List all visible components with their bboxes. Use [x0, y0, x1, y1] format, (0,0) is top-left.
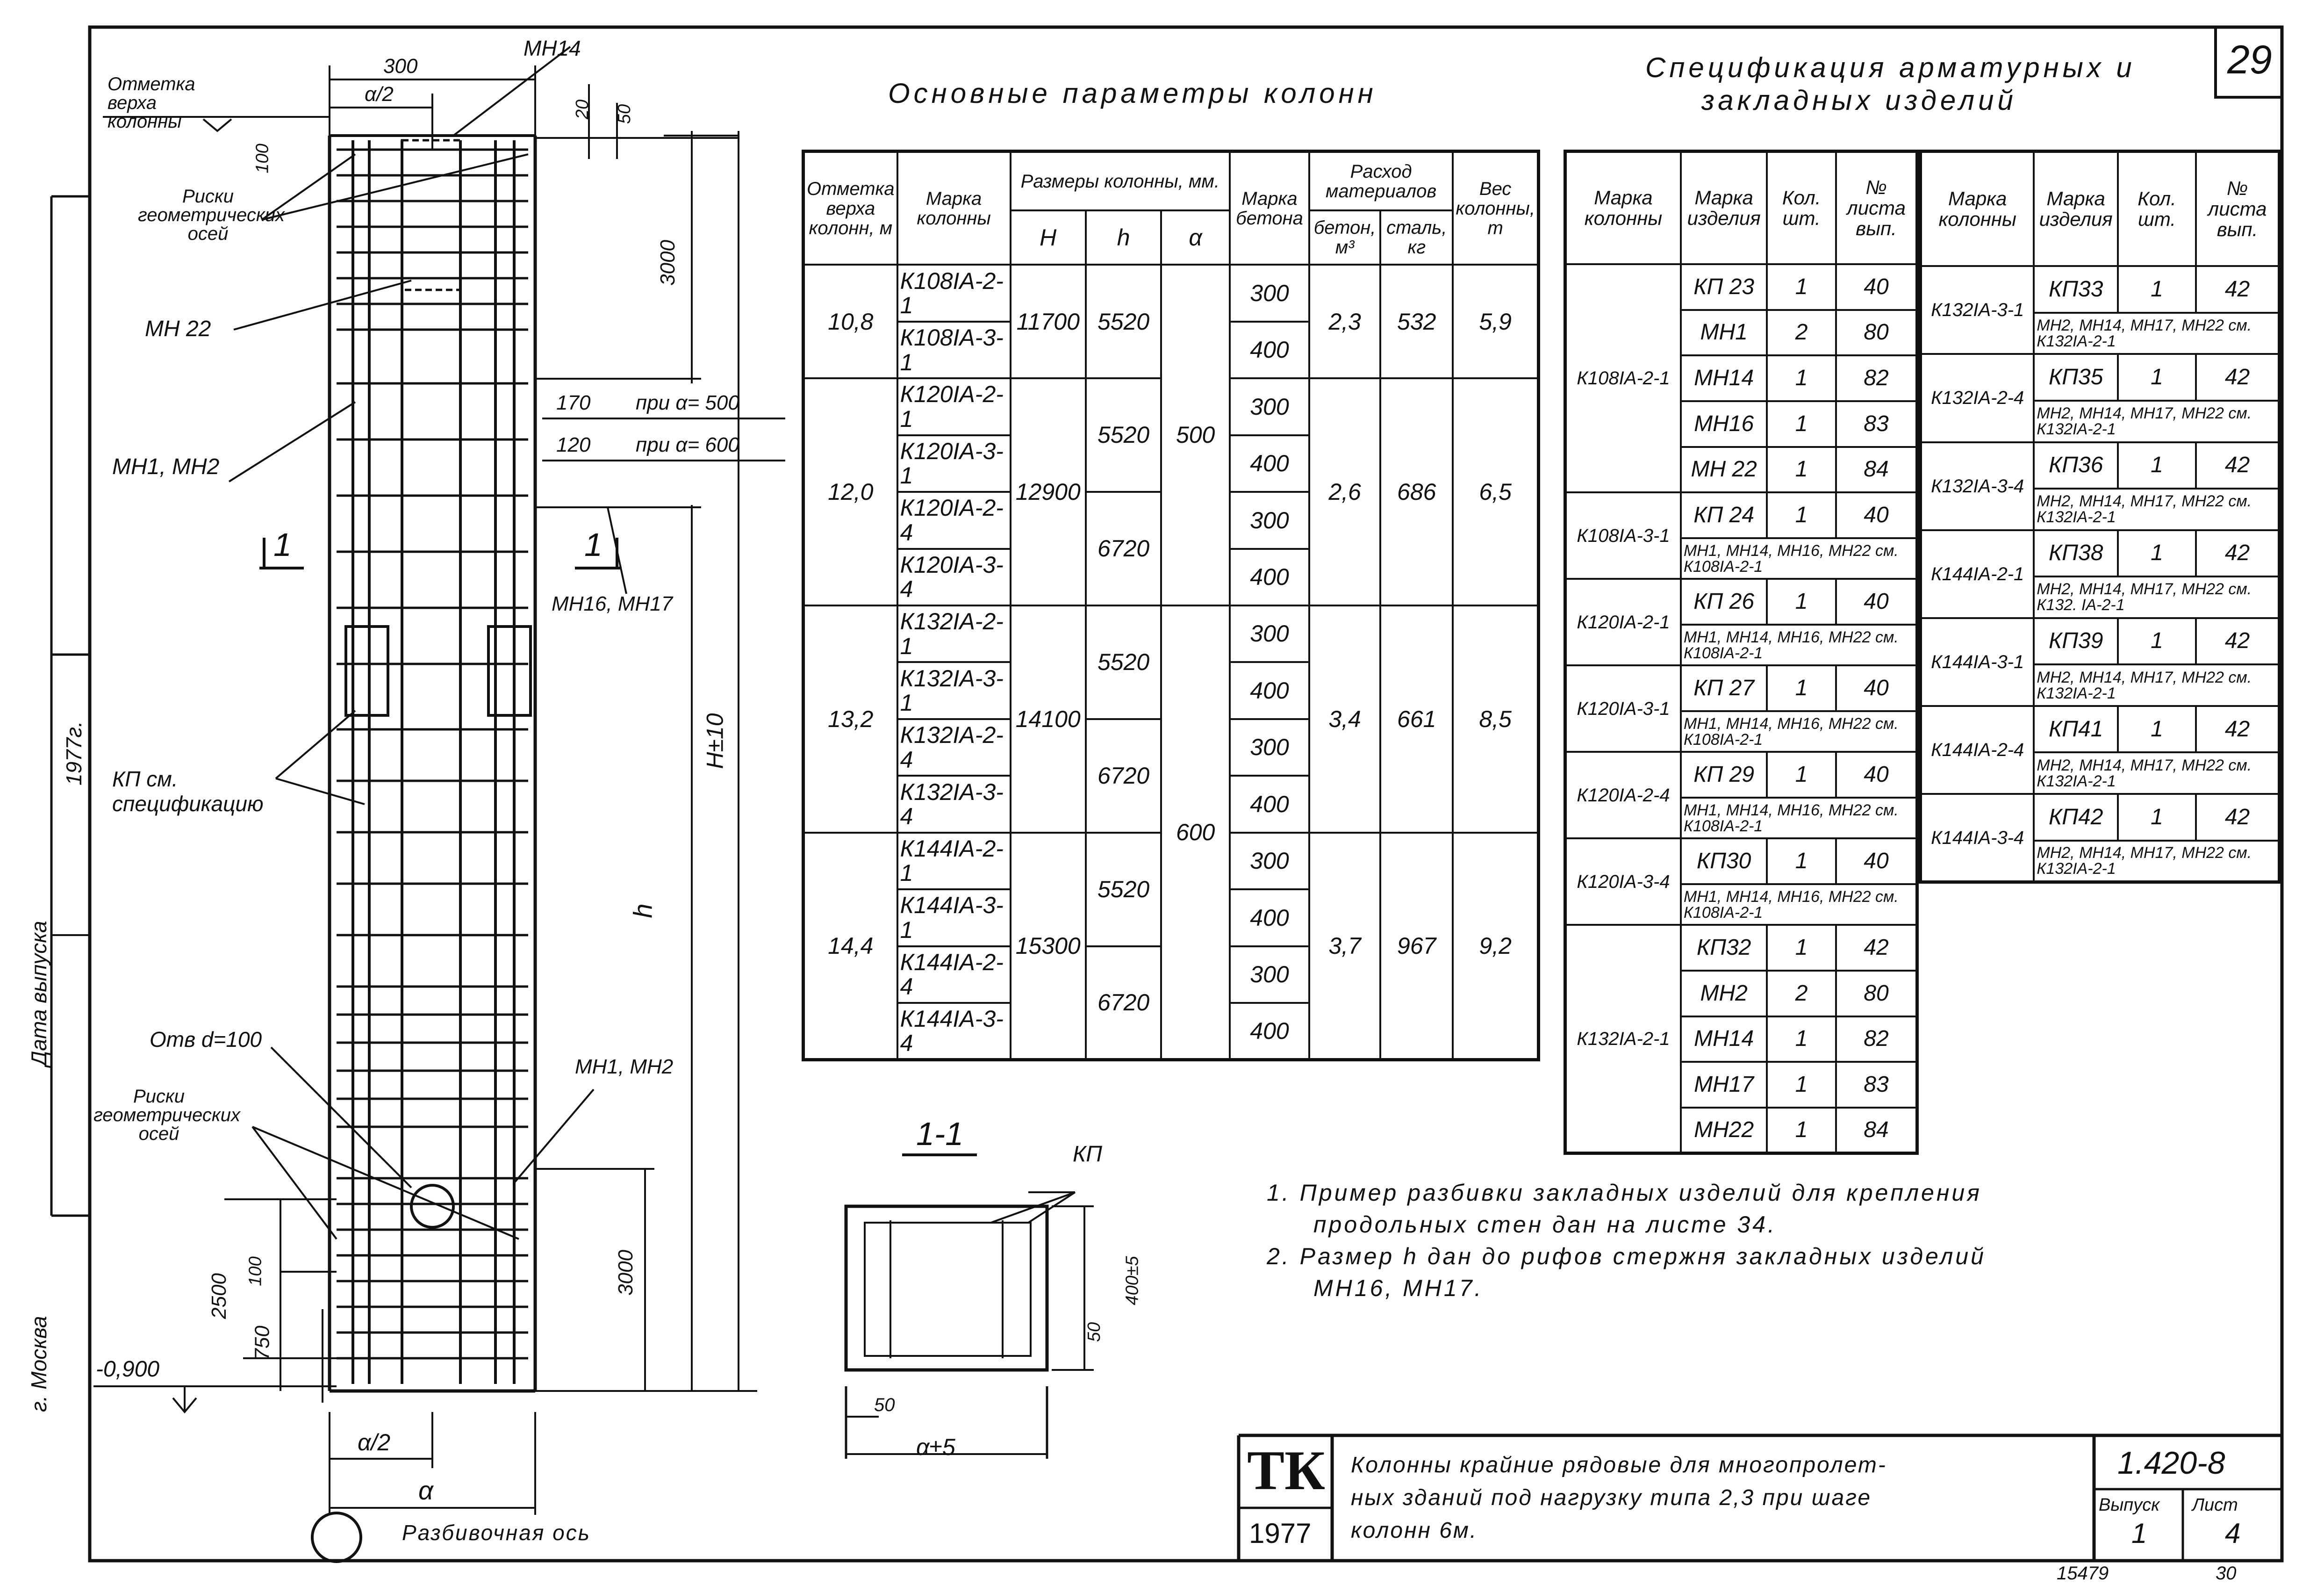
cell-H: 12900 [1011, 378, 1086, 605]
cell-item: МН22 [1681, 1108, 1767, 1153]
cell-mark: К120IА-3-4 [897, 549, 1011, 605]
spec-header-row [1921, 151, 2280, 267]
label-mn16-mn17: МН16, МН17 [552, 592, 673, 615]
cell-elev: 13,2 [803, 605, 897, 833]
params-header-row [803, 151, 1539, 211]
note-1: 1. Пример разбивки закладных изделий для крепления [1267, 1180, 1982, 1206]
cell-qty: 1 [1767, 355, 1836, 401]
cell-col-mark: К132IА-2-4 [1921, 354, 2034, 442]
cell-sheet: 83 [1836, 1062, 1917, 1108]
spec-row [1921, 618, 2280, 664]
cell-item: МН14 [1681, 1016, 1767, 1062]
hdr-weight: Вес колонны, т [1453, 151, 1538, 265]
cell-col-mark: К132IА-2-1 [1565, 925, 1681, 1153]
cell-H: 14100 [1011, 605, 1086, 833]
cell-qty: 1 [2118, 442, 2196, 489]
label-kp-spec: КП см. спецификацию [112, 767, 264, 816]
cell-elev: 12,0 [803, 378, 897, 605]
cell-steel: 532 [1380, 265, 1453, 378]
hdr-steel: сталь, кг [1380, 210, 1453, 265]
spec-header-row [1565, 151, 1917, 265]
cell-sheet: 82 [1836, 1016, 1917, 1062]
cell-mark: К132IА-2-4 [897, 719, 1011, 776]
hdr-col-mark: Марка колонны [1921, 151, 2034, 267]
cell-note: МН2, МН14, МН17, МН22 см. К132IА-2-1 [2034, 752, 2279, 794]
cell-item: МН16 [1681, 401, 1767, 447]
section-mark-left: 1 [273, 526, 292, 563]
cell-weight: 9,2 [1453, 833, 1538, 1060]
dim-h: h [628, 903, 658, 918]
cell-mark: К132IА-3-1 [897, 662, 1011, 719]
cell-note: МН1, МН14, МН16, МН22 см. К108IА-2-1 [1681, 884, 1917, 925]
title-line-1: Колонны крайние рядовые для многопролет- [1351, 1453, 1887, 1477]
dim-100: 100 [252, 144, 273, 173]
label-kp: КП [1073, 1142, 1103, 1167]
cell-mark: К108IА-3-1 [897, 322, 1011, 378]
cell-sheet: 40 [1836, 492, 1917, 538]
cell-sheet: 80 [1836, 971, 1917, 1016]
section-title: 1-1 [916, 1116, 964, 1152]
cell-qty: 1 [1767, 665, 1836, 711]
label-mn14: МН14 [524, 36, 581, 60]
spec-row [1565, 925, 1917, 971]
cell-h: 6720 [1086, 492, 1161, 605]
axis-circle [312, 1513, 361, 1562]
cell-col-mark: К144IА-2-1 [1921, 530, 2034, 618]
cell-qty: 1 [1767, 1108, 1836, 1153]
cell-grade: 400 [1230, 776, 1309, 832]
hdr-item-mark: Марка изделия [1681, 151, 1767, 265]
cell-qty: 1 [1767, 401, 1836, 447]
hdr-sheet-no: № листа вып. [2196, 151, 2279, 267]
cell-grade: 300 [1230, 833, 1309, 889]
cell-mark: К108IА-2-1 [897, 265, 1011, 321]
stirrups [337, 150, 528, 1358]
cell-qty: 1 [1767, 752, 1836, 798]
dim-a2-top: α/2 [365, 83, 394, 106]
cell-sheet: 42 [1836, 925, 1917, 971]
params-row [803, 605, 1539, 662]
cell-col-mark: К132IА-3-1 [1921, 266, 2034, 354]
cell-sheet: 80 [1836, 310, 1917, 356]
stamp-city: г. Москва [27, 1316, 51, 1412]
title-sheet-label: Лист [2192, 1495, 2238, 1515]
label-mn1-mn2-right: МН1, МН2 [575, 1055, 674, 1078]
cell-item: МН2 [1681, 971, 1767, 1016]
cell-sheet: 42 [2196, 618, 2279, 664]
cell-h: 6720 [1086, 719, 1161, 833]
cell-note: МН1, МН14, МН16, МН22 см. К108IА-2-1 [1681, 538, 1917, 579]
cell-elev: 10,8 [803, 265, 897, 378]
stamp-date-label: Дата выпуска [27, 921, 51, 1066]
label-risks-top: Риски геометрических осей [138, 186, 285, 244]
spec-row [1565, 838, 1917, 884]
cell-item: КП39 [2034, 618, 2118, 664]
spec-row [1921, 442, 2280, 489]
params-row [803, 265, 1539, 321]
dim-170: 170 [556, 391, 591, 414]
dim-120: 120 [556, 433, 591, 456]
cell-note: МН2, МН14, МН17, МН22 см. К132IА-2-1 [2034, 489, 2279, 530]
dim-2500: 2500 [207, 1273, 230, 1319]
spec-title-line1: Спецификация арматурных и [1645, 52, 2136, 83]
cell-qty: 1 [1767, 925, 1836, 971]
cell-a-500: 500 [1161, 265, 1230, 605]
cell-sheet: 40 [1836, 579, 1917, 625]
cell-qty: 1 [2118, 530, 2196, 576]
cell-grade: 300 [1230, 946, 1309, 1003]
cell-item: КП 24 [1681, 492, 1767, 538]
cell-mark: К144IА-2-4 [897, 946, 1011, 1003]
cell-item: КП32 [1681, 925, 1767, 971]
cell-H: 15300 [1011, 833, 1086, 1060]
cell-concrete: 2,6 [1309, 378, 1380, 605]
dim-100-bottom: 100 [245, 1256, 265, 1286]
cell-sheet: 84 [1836, 1108, 1917, 1153]
cell-item: КП 26 [1681, 579, 1767, 625]
cell-qty: 1 [2118, 266, 2196, 312]
dim-300: 300 [383, 55, 418, 78]
cell-mark: К120IА-2-1 [897, 378, 1011, 435]
cell-item: МН17 [1681, 1062, 1767, 1108]
cell-steel: 686 [1380, 378, 1453, 605]
cell-mark: К120IА-3-1 [897, 435, 1011, 492]
cell-sheet: 42 [2196, 530, 2279, 576]
mn22-plate [402, 140, 460, 290]
hdr-dims: Размеры колонны, мм. [1011, 151, 1230, 211]
cell-sheet: 40 [1836, 264, 1917, 310]
stamp-year: 1977г. [62, 721, 86, 785]
dim-3000-top: 3000 [656, 240, 679, 286]
cell-concrete: 2,3 [1309, 265, 1380, 378]
sheet-number: 29 [2227, 37, 2272, 82]
hdr-mark: Марка колонны [897, 151, 1011, 265]
cell-col-mark: К132IА-3-4 [1921, 442, 2034, 530]
title-year: 1977 [1249, 1518, 1312, 1549]
cell-qty: 1 [1767, 579, 1836, 625]
cell-concrete: 3,4 [1309, 605, 1380, 833]
hdr-a: α [1161, 210, 1230, 265]
cell-H: 11700 [1011, 265, 1086, 378]
label-hole: Отв d=100 [150, 1027, 262, 1052]
spec-row [1565, 752, 1917, 798]
cell-item: МН1 [1681, 310, 1767, 356]
cell-item: КП 23 [1681, 264, 1767, 310]
cell-h: 6720 [1086, 946, 1161, 1060]
cell-sheet: 40 [1836, 752, 1917, 798]
cell-mark: К132IА-3-4 [897, 776, 1011, 832]
dim-a: α [418, 1476, 433, 1505]
hdr-item-mark: Марка изделия [2034, 151, 2118, 267]
sec-dim-400: 400±5 [1122, 1256, 1142, 1305]
cell-col-mark: К144IА-3-1 [1921, 618, 2034, 706]
cell-grade: 400 [1230, 435, 1309, 492]
cell-item: КП 27 [1681, 665, 1767, 711]
cell-col-mark: К120IА-2-1 [1565, 579, 1681, 665]
cell-qty: 2 [1767, 971, 1836, 1016]
cell-note: МН2, МН14, МН17, МН22 см. К132IА-2-1 [2034, 313, 2279, 354]
label-top-elevation: Отметка верха колонны [108, 74, 195, 132]
cell-note: МН1, МН14, МН16, МН22 см. К108IА-2-1 [1681, 625, 1917, 665]
cell-col-mark: К108IА-2-1 [1565, 264, 1681, 492]
cell-grade: 300 [1230, 605, 1309, 662]
section-mark-right: 1 [584, 526, 603, 563]
cell-grade: 300 [1230, 719, 1309, 776]
cell-sheet: 42 [2196, 706, 2279, 752]
label-risks-bottom: Риски геометрических осей [93, 1086, 240, 1144]
rebars [353, 140, 514, 1384]
hdr-col-mark: Марка колонны [1565, 151, 1681, 265]
spec-row [1565, 492, 1917, 538]
cell-mark: К144IА-2-1 [897, 833, 1011, 889]
cell-qty: 1 [2118, 354, 2196, 400]
cell-sheet: 42 [2196, 266, 2279, 312]
hdr-sheet-no: № листа вып. [1836, 151, 1917, 265]
cell-elev: 14,4 [803, 833, 897, 1060]
cell-grade: 400 [1230, 662, 1309, 719]
hdr-concrete: бетон, м³ [1309, 210, 1380, 265]
cell-sheet: 82 [1836, 355, 1917, 401]
sec-dim-a5: α±5 [916, 1434, 955, 1460]
cell-grade: 300 [1230, 492, 1309, 548]
footer-left-number: 15479 [2057, 1563, 2109, 1584]
cell-grade: 400 [1230, 1003, 1309, 1059]
cell-concrete: 3,7 [1309, 833, 1380, 1060]
dim-750: 750 [251, 1326, 274, 1360]
cell-a-600: 600 [1161, 605, 1230, 1060]
cell-sheet: 40 [1836, 665, 1917, 711]
cell-grade: 300 [1230, 265, 1309, 321]
cell-qty: 2 [1767, 310, 1836, 356]
label-mn1-mn2: МН1, МН2 [112, 454, 220, 479]
cell-item: КП35 [2034, 354, 2118, 400]
cell-item: КП 29 [1681, 752, 1767, 798]
cell-sheet: 42 [2196, 442, 2279, 489]
spec-row [1921, 530, 2280, 576]
cell-item: КП30 [1681, 838, 1767, 884]
cell-col-mark: К120IА-3-4 [1565, 838, 1681, 925]
title-issue: 1 [2131, 1518, 2147, 1549]
cell-note: МН1, МН14, МН16, МН22 см. К108IА-2-1 [1681, 798, 1917, 838]
title-issue-label: Выпуск [2099, 1495, 2160, 1515]
title-line-3: колонн 6м. [1351, 1518, 1478, 1543]
cell-col-mark: К120IА-2-4 [1565, 752, 1681, 838]
cell-h: 5520 [1086, 265, 1161, 378]
spec-row [1921, 266, 2280, 312]
spec-table-left [1564, 150, 1919, 1155]
cell-weight: 5,9 [1453, 265, 1538, 378]
dim-a2-bottom: α/2 [358, 1429, 391, 1455]
label-axis: Разбивочная ось [402, 1520, 591, 1545]
hdr-h: h [1086, 210, 1161, 265]
cell-grade: 400 [1230, 549, 1309, 605]
cell-qty: 1 [2118, 618, 2196, 664]
params-table [802, 150, 1540, 1061]
cell-note: МН2, МН14, МН17, МН22 см. К132IА-2-1 [2034, 401, 2279, 442]
cell-steel: 967 [1380, 833, 1453, 1060]
cell-grade: 400 [1230, 889, 1309, 946]
cell-note: МН2, МН14, МН17, МН22 см. К132. IА-2-1 [2034, 576, 2279, 618]
dim-50: 50 [615, 104, 635, 124]
cell-mark: К144IА-3-1 [897, 889, 1011, 946]
cell-sheet: 84 [1836, 447, 1917, 493]
cell-h: 5520 [1086, 833, 1161, 946]
cell-item: КП42 [2034, 794, 2118, 840]
cell-item: КП38 [2034, 530, 2118, 576]
hole-d100 [411, 1185, 453, 1227]
hdr-concrete-grade: Марка бетона [1230, 151, 1309, 265]
cell-note: МН2, МН14, МН17, МН22 см. К132IА-2-1 [2034, 841, 2279, 882]
cell-qty: 1 [1767, 1016, 1836, 1062]
cell-item: КП36 [2034, 442, 2118, 489]
title-sheet: 4 [2225, 1518, 2241, 1549]
label-bottom-elevation: -0,900 [96, 1357, 160, 1382]
dim-20: 20 [573, 99, 593, 120]
spec-row [1921, 706, 2280, 752]
cell-qty: 1 [1767, 1062, 1836, 1108]
cell-sheet: 42 [2196, 354, 2279, 400]
footer-right-number: 30 [2216, 1563, 2237, 1584]
cell-col-mark: К144IА-3-4 [1921, 794, 2034, 882]
label-mn22: МН 22 [145, 317, 211, 341]
cell-item: КП41 [2034, 706, 2118, 752]
note-2: 2. Размер h дан до рифов стержня закладных изделий [1267, 1243, 1986, 1269]
cell-qty: 1 [1767, 838, 1836, 884]
spec-row [1565, 665, 1917, 711]
cell-weight: 8,5 [1453, 605, 1538, 833]
cell-sheet: 42 [2196, 794, 2279, 840]
cell-grade: 300 [1230, 378, 1309, 435]
spec-title-line2: закладных изделий [1701, 85, 2017, 116]
label-at-a600: при α= 600 [636, 433, 739, 456]
hdr-elev: Отметка верха колонн, м [803, 151, 897, 265]
cell-weight: 6,5 [1453, 378, 1538, 605]
title-logo: ТК [1247, 1439, 1326, 1501]
cell-item: МН 22 [1681, 447, 1767, 493]
cell-qty: 1 [2118, 706, 2196, 752]
hdr-H: H [1011, 210, 1086, 265]
title-line-2: ных зданий под нагрузку типа 2,3 при шаге [1351, 1485, 1872, 1510]
cell-sheet: 40 [1836, 838, 1917, 884]
cell-col-mark: К144IА-2-4 [1921, 706, 2034, 794]
cell-col-mark: К120IА-3-1 [1565, 665, 1681, 752]
cell-note: МН2, МН14, МН17, МН22 см. К132IА-2-1 [2034, 664, 2279, 706]
label-at-a500: при α= 500 [636, 391, 739, 414]
params-title: Основные параметры колонн [888, 78, 1377, 109]
sec-dim-50: 50 [874, 1395, 895, 1415]
note-1-cont: продольных стен дан на листе 34. [1313, 1211, 1777, 1238]
spec-table-right [1919, 150, 2281, 884]
hdr-qty: Кол. шт. [2118, 151, 2196, 267]
cell-steel: 661 [1380, 605, 1453, 833]
hdr-consumption: Расход материалов [1309, 151, 1453, 211]
cell-note: МН1, МН14, МН16, МН22 см. К108IА-2-1 [1681, 711, 1917, 752]
spec-row [1565, 264, 1917, 310]
cell-mark: К144IА-3-4 [897, 1003, 1011, 1059]
cell-mark: К120IА-2-4 [897, 492, 1011, 548]
hdr-qty: Кол. шт. [1767, 151, 1836, 265]
cell-item: МН14 [1681, 355, 1767, 401]
sec-dim-50-side: 50 [1084, 1322, 1105, 1342]
cell-item: КП33 [2034, 266, 2118, 312]
spec-row [1921, 354, 2280, 400]
cell-sheet: 83 [1836, 401, 1917, 447]
dim-H: H±10 [702, 713, 728, 769]
cell-col-mark: К108IА-3-1 [1565, 492, 1681, 579]
cell-qty: 1 [1767, 447, 1836, 493]
dim-3000-bottom: 3000 [614, 1250, 637, 1296]
spec-row [1921, 794, 2280, 840]
spec-row [1565, 579, 1917, 625]
cell-mark: К132IА-2-1 [897, 605, 1011, 662]
cell-qty: 1 [1767, 264, 1836, 310]
cell-qty: 1 [2118, 794, 2196, 840]
cell-h: 5520 [1086, 605, 1161, 719]
cell-grade: 400 [1230, 322, 1309, 378]
cell-h: 5520 [1086, 378, 1161, 492]
cell-qty: 1 [1767, 492, 1836, 538]
title-series: 1.420-8 [2117, 1445, 2225, 1481]
note-2-cont: МН16, МН17. [1313, 1275, 1484, 1301]
